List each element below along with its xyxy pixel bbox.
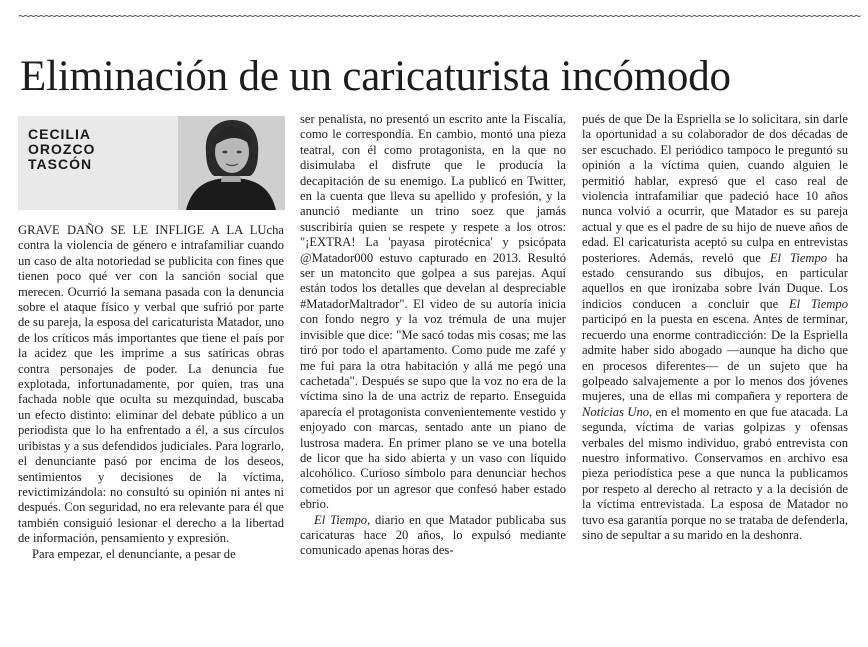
news-outlet-name: Noticias Uno <box>582 404 650 419</box>
portrait-of-author <box>178 116 285 210</box>
newspaper-name: El Tiempo <box>788 296 848 311</box>
paragraph-text: , diario en que Matador publicaba sus caricaturas hace 20 años, lo expulsó mediante comunicado apenas horas des- <box>300 512 567 558</box>
article-headline: Eliminación de un caricaturista incómodo <box>20 53 731 100</box>
author-byline <box>18 116 285 210</box>
author-portrait <box>178 116 285 210</box>
paragraph-text: ha estado censurando sus dibujos, en particular aquellos en que ironizaba sobre Iván Duque. Los indicios conducen a concluir que <box>582 250 849 311</box>
article-column-2 <box>300 112 566 559</box>
paragraph: Para empezar, el denunciante, a pesar de <box>32 546 236 561</box>
paragraph-text: participó en la puesta en escena. Antes de terminar, recuerdo una enorme contradicción: De la Espriella admite haber sido abogado —aunque ha dicho que en procesos diferentes— de un sujeto que ha golpeado salvajemente a por lo menos dos jóvenes mujeres, una de ellas mi compañera y reportera de <box>582 312 848 404</box>
newspaper-name: El Tiempo <box>314 512 368 527</box>
paragraph <box>582 112 848 543</box>
top-decorative-rule: ~~~~~~~~~~~~~~~~~~~~~~~~~~~~~~~~~~~~~~~~~~~~~~~~~~~~~~~~~~~~~~~~~~~~~~~~~~~~~~~~~~~~~~~~~~~~~~~~~~~~~~~~~~~~~~~~~~~~~~~~~~~~~~~~~~~~~~~~~~~~~~~~~~~~~~~~~~~~~~~~~ <box>18 9 860 23</box>
paragraph <box>300 513 566 559</box>
paragraph: ser penalista, no presentó un escrito ante la Fiscalía, como le correspondía. En cambio, montó una pieza teatral, con él como protagonista, en la que no disimulaba el disfrute que le producía la decapitación de su enemigo. La publicó en Twitter, en la cuenta que lleva su apellido y profesión, y la anunció mediante un trino soez que jamás suscribiría quien se respete y respete a los otros: "¡EXTRA! La 'payasa pirotécnica' y psicópata @Matador000 estuvo capturado en 2013. Resultó ser un matoncito que golpea a sus parejas. Aquí están todos los detalles que develan al despreciable #MatadorMaltrador". El video de su autoría inicia con fondo negro y la voz trémula de una mujer invisible que dice: "Me sacó todas mis cosas; me las tiró por todo el apartamento. Como pude me zafé y me fui para la otra habitación y allá me pegó una cachetada". Después se supo que la voz no era de la víctima sino la de una actriz de reparto. Enseguida aparecía el protagonista convenientemente vestido y enjoyado con marcas, sentado ante un piano de lustrosa madera. En primer plano se ve una botella de licor que ha sido abierta y un vaso con líquido alcohólico. Curioso símbolo para denunciar hechos cometidos por un agresor que confesó haber estado ebrio. <box>300 112 566 512</box>
article-column-3 <box>582 112 848 543</box>
article-column-1 <box>18 223 284 562</box>
paragraph-text: , en el momento en que fue atacada. La segunda, víctima de varias golpizas y ofensas verbales del mismo individuo, grabó entrevista con nuestro informativo. Conservamos en archivo esa pieza periodística pese a que nunca la publicamos por respeto al derecho al retracto y a la decisión de la víctima entrevistada. La esposa de Matador no tuvo esa garantía porque no se trataba de defenderla, sino de sepultar a su marido en la deshonra. <box>582 404 848 542</box>
newspaper-name: El Tiempo <box>769 250 828 265</box>
paragraph-text: pués de que De la Espriella se lo solicitara, sin darle la oportunidad a su colaborador de dos décadas de ser escuchado. El periódico tampoco le preguntó su opinión a la víctima quien, cuando alguien le permitió hablar, expresó que el caso real de violencia intrafamiliar que padeció hace 10 años nunca volvió a ocurrir, que Matador es su pareja actual y que es el padre de su hijo de nueve años de edad. El caricaturista aceptó su culpa en entrevistas posteriores. Además, reveló que <box>582 112 848 265</box>
paragraph: GRAVE DAÑO SE LE INFLIGE A LA LUcha contra la violencia de género e intrafamiliar cuando un caso de alta notoriedad se publicita con fines que tienen poco qué ver con la sanción social que merecen. Ocurrió la semana pasada con la denuncia sobre el ataque físico y verbal que sufrió por parte de su pareja, la esposa del caricaturista Matador, uno de los críticos más importantes que tiene el país por la acidez que les imprime a sus satíricas obras contra personajes de poder. La denuncia fue explotada, infortunadamente, por quien, tras una fachada noble que oculta su mezquindad, buscaba un efecto distinto: eliminar del debate público a un periodista que lo ha enfrentado a él, a sus círculos uribistas y a sus defendidos judiciales. Para lograrlo, el denunciante pasó por encima de los deseos, sentimientos y decisiones de la víctima, revictimizándola: no consultó su opinión ni antes ni después. Con seguridad, no era relevante para él que también consiguió lesionar el derecho a la libertad de información, pensamiento y expresión. <box>18 223 284 546</box>
author-name: CECILIA OROZCO TASCÓN <box>28 126 96 172</box>
